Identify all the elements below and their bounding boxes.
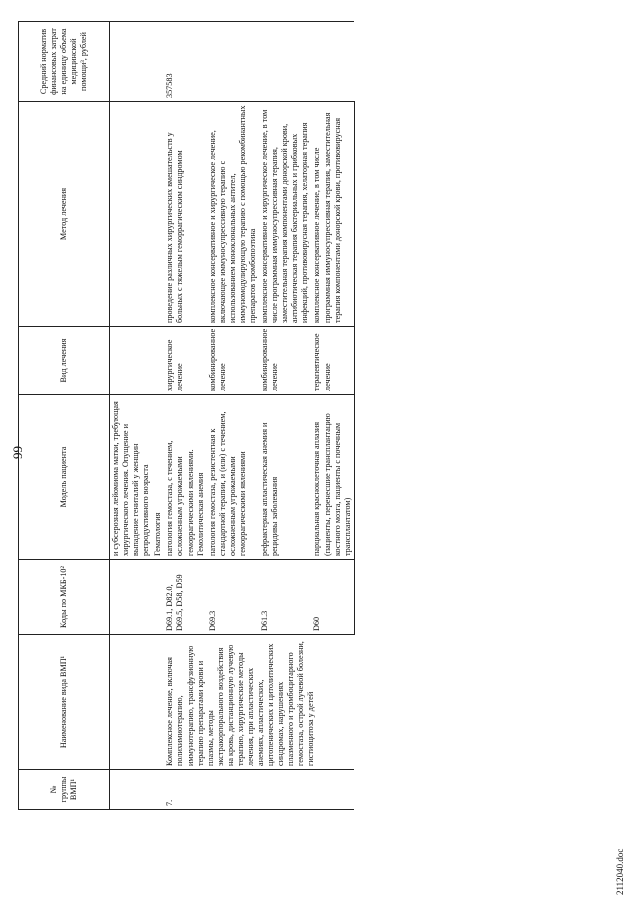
footer-filename: 2112040.doc — [615, 848, 625, 895]
group-name: Комплексное лечение, включая полихимиотерапию, иммунотерапию, трансфузионную терапию препаратами крови и плазмы, методы экстракорпорального воздействия на кровь, дистанционную лучевую терапию, хирургические методы лечения, при апластических анемиях, апластических, цитопенических и цитолитических синдромах, нарушениях плазменного и тромбоцитарного гемостаза, острой лучевой болезни, гистиоцитоза у детей — [164, 635, 354, 770]
header-name: Наименование вида ВМП¹ — [19, 635, 110, 770]
header-cost: Средний норматив финансовых затрат на единицу объема медицинской помощи³, рублей — [19, 22, 110, 102]
table-row — [164, 22, 206, 810]
row-codes: D60 — [311, 560, 354, 635]
row-method: комплексное консервативное и хирургическое лечение, включающее иммуносупрессивную терапию с использованием моноклональных антител, иммуномодулирующую терапию с помощью рекомбинантных препаратов тромбопоэтина — [207, 102, 259, 327]
continuation-model: и субсерозная лейомиома матки, требующая хирургического лечения. Опущение и выпадение гениталий у женщин репродуктивного возраста — [110, 395, 153, 560]
row-codes: D69.3 — [207, 560, 259, 635]
row-model: патология гемостаза, резистентная к стандартной терапии, и (или) с течением, осложненным угрожаемыми геморрагическими явлениями — [207, 395, 259, 560]
header-codes: Коды по МКБ-10² — [19, 560, 110, 635]
vmp-table — [18, 21, 355, 810]
row-model: рефрактерная апластическая анемия и рецидивы заболевания — [259, 395, 311, 560]
header-row — [19, 22, 110, 810]
header-type: Вид лечения — [19, 327, 110, 395]
row-method: проведение различных хирургических вмешательств у больных с тяжелым геморрагическим синдромом — [164, 102, 206, 327]
section-row — [152, 22, 164, 810]
header-group: № группы ВМП¹ — [19, 770, 110, 810]
row-type: терапевтическое лечение — [311, 327, 354, 395]
row-type: хирургическое лечение — [164, 327, 206, 395]
continuation-row — [110, 22, 153, 810]
row-codes: D69.1, D82.0, D69.5, D58, D59 — [164, 560, 206, 635]
row-method: комплексное консервативное и хирургическое лечение, в том числе программная иммуносупрессивная терапия, заместительная терапия компонентами донорской крови, антибиотическая терапия бактериальных и грибковых инфекций, противовирусная терапия, хелаторная терапия — [259, 102, 311, 327]
header-model: Модель пациента — [19, 395, 110, 560]
row-model: парциальная красноклеточная аплазия (пациенты, перенесшие трансплантацию костного мозга, пациенты с почечным трансплантатом) — [311, 395, 354, 560]
row-type: комбинированное лечение — [259, 327, 311, 395]
row-method: комплексное консервативное лечение, в том числе программная иммуносупрессивная терапия, заместительная терапия компонентами донорской крови, противовирусная — [311, 102, 354, 327]
row-type: комбинированное лечение — [207, 327, 259, 395]
section-title: Гематология — [152, 395, 164, 560]
header-method: Метод лечения — [19, 102, 110, 327]
page-number: 99 — [10, 446, 25, 459]
group-cost: 357583 — [164, 22, 354, 102]
group-number: 7. — [164, 770, 354, 810]
row-model: патология гемостаза, с течением, осложненным угрожаемыми геморрагическими явлениями. Гемолитическая анемия — [164, 395, 206, 560]
row-codes: D61.3 — [259, 560, 311, 635]
